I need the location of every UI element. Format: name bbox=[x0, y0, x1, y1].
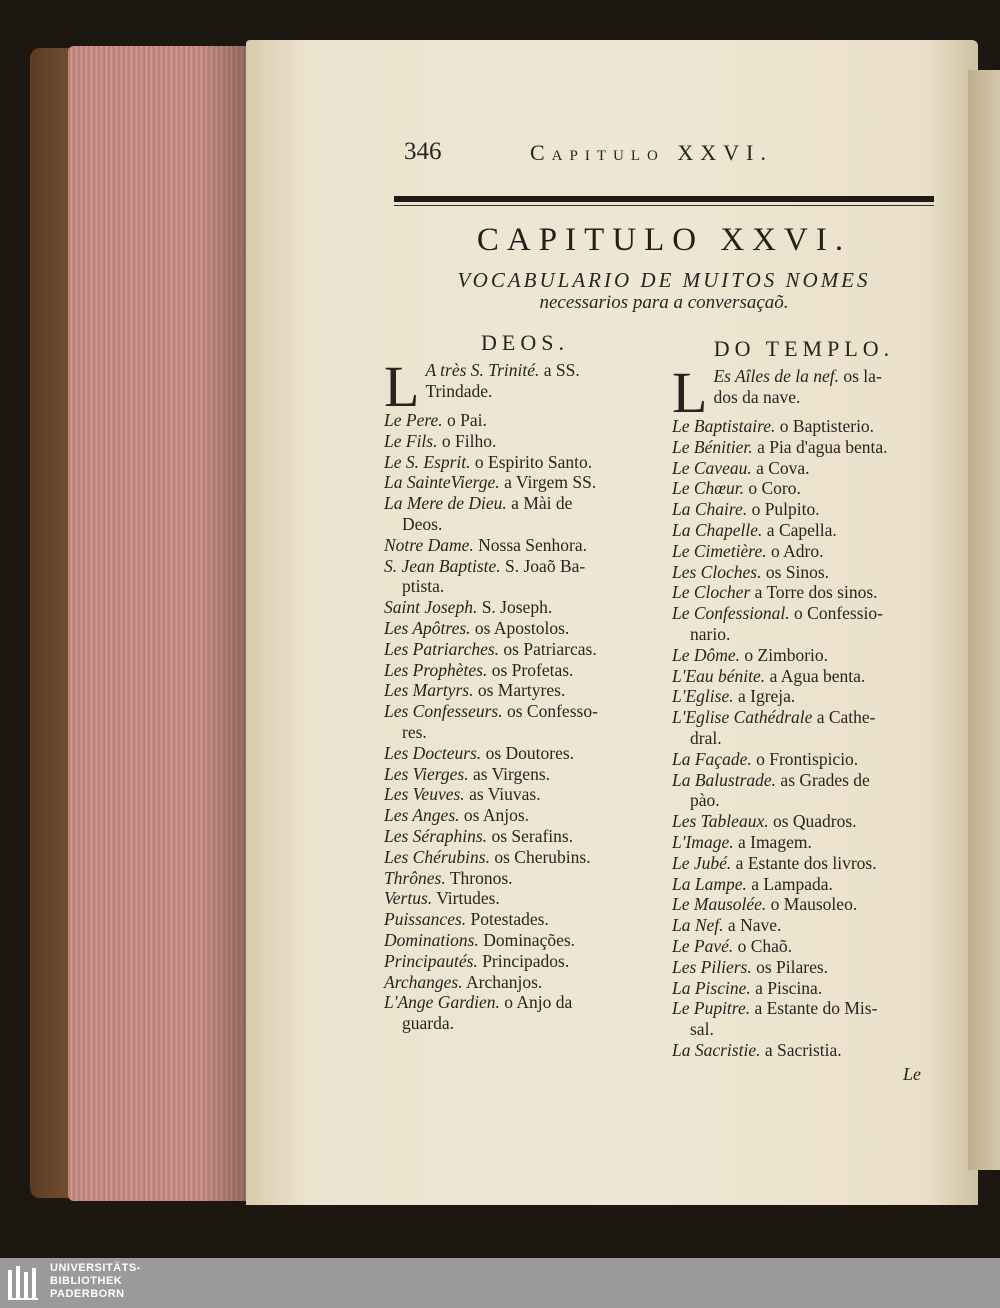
vocabulary-entry bbox=[672, 645, 936, 666]
entry-french: Le Pere. bbox=[384, 410, 443, 430]
entry-portuguese: o Anjo da bbox=[504, 992, 573, 1013]
library-name bbox=[50, 1262, 141, 1301]
entry-portuguese: Potestades. bbox=[470, 909, 549, 930]
entry-french: A très S. Trinité. bbox=[425, 360, 540, 380]
entry-french: Dominations. bbox=[384, 929, 479, 950]
entry-french: La Chapelle. bbox=[672, 519, 763, 540]
vocabulary-entry bbox=[672, 998, 936, 1040]
entry-french: Les Prophètes. bbox=[384, 659, 488, 680]
entry-continuation: ptista. bbox=[402, 576, 445, 597]
entry-french: Le Caveau. bbox=[672, 457, 752, 478]
entry-portuguese: os Martyres. bbox=[477, 680, 566, 701]
entry-continuation: sal. bbox=[690, 1019, 714, 1040]
entry-french: Le Pavé. bbox=[672, 935, 734, 956]
vocabulary-entry bbox=[672, 853, 936, 874]
entry-french: L'Eglise. bbox=[672, 686, 734, 707]
entry-portuguese: o Adro. bbox=[770, 540, 824, 561]
entry-continuation: Deos. bbox=[402, 513, 443, 534]
vocabulary-entry bbox=[384, 805, 666, 826]
page-number: 346 bbox=[404, 138, 442, 165]
library-name-line3: PADERBORN bbox=[50, 1288, 125, 1300]
entry-portuguese: os Doutores. bbox=[485, 742, 575, 763]
entry-portuguese: a Capella. bbox=[766, 519, 837, 540]
vocabulary-entry bbox=[672, 957, 936, 978]
entry-portuguese: a Piscina. bbox=[755, 977, 823, 998]
entry-portuguese: a Sacristia. bbox=[764, 1039, 842, 1060]
vocabulary-entry bbox=[384, 992, 666, 1034]
entry-french: Le Confessional. bbox=[672, 603, 790, 624]
right-column bbox=[672, 332, 936, 1061]
entry-continuation: res. bbox=[402, 721, 427, 742]
entry-continuation: dral. bbox=[690, 727, 722, 748]
vocabulary-entry bbox=[672, 458, 936, 479]
entry-portuguese: o Frontispicio. bbox=[756, 748, 859, 769]
entry-french: Puissances. bbox=[384, 909, 467, 930]
vocabulary-entry bbox=[672, 416, 936, 437]
entry-portuguese: a Agua benta. bbox=[769, 665, 866, 686]
vocabulary-entry bbox=[672, 499, 936, 520]
entry-portuguese: o Coro. bbox=[748, 478, 801, 499]
entry-portuguese: os Apostolos. bbox=[474, 617, 570, 638]
entry-portuguese: os Quadros. bbox=[772, 811, 857, 832]
entry-french: Les Piliers. bbox=[672, 956, 752, 977]
entry-continuation: guarda. bbox=[402, 1013, 454, 1034]
vocabulary-entry bbox=[384, 493, 666, 535]
entry-portuguese: as Virgens. bbox=[472, 763, 551, 784]
entry-french: Le Baptistaire. bbox=[672, 416, 776, 436]
entry-portuguese: o Confessio- bbox=[794, 603, 883, 624]
entry-french: Le S. Esprit. bbox=[384, 451, 471, 472]
vocabulary-entry bbox=[384, 535, 666, 556]
entry-french: L'Image. bbox=[672, 831, 734, 852]
entry-portuguese: o Zimborio. bbox=[744, 644, 829, 665]
entry-portuguese: os Profetas. bbox=[491, 659, 574, 680]
entry-french: La Nef. bbox=[672, 915, 724, 936]
entry-portuguese: a Mài de bbox=[511, 493, 573, 514]
header-rule-thin bbox=[394, 205, 934, 206]
entry-french: Saint Joseph. bbox=[384, 597, 478, 618]
vocabulary-entry bbox=[672, 478, 936, 499]
vocabulary-entry bbox=[384, 764, 666, 785]
entry-portuguese: Principados. bbox=[482, 950, 570, 971]
entry-portuguese: os Cherubins. bbox=[494, 846, 591, 867]
vocabulary-entry bbox=[384, 472, 666, 493]
entry-french: Les Confesseurs. bbox=[384, 701, 503, 722]
vocabulary-entry bbox=[384, 597, 666, 618]
vocabulary-entry bbox=[672, 707, 936, 749]
vocabulary-entry bbox=[384, 452, 666, 473]
entry-french: Principautés. bbox=[384, 950, 478, 971]
entry-portuguese: o Chaõ. bbox=[737, 935, 793, 956]
running-head bbox=[404, 138, 824, 172]
entry-portuguese: o Mausoleo. bbox=[770, 894, 858, 915]
entry-portuguese: a Virgem SS. bbox=[504, 472, 597, 493]
vocabulary-entry bbox=[672, 811, 936, 832]
entry-portuguese: os Sinos. bbox=[765, 561, 830, 582]
chapter-subtitle-line2: necessarios para a conversaçaõ. bbox=[539, 292, 789, 313]
entry-portuguese: os Pilares. bbox=[756, 956, 829, 977]
entry-french: S. Jean Baptiste. bbox=[384, 555, 501, 576]
vocabulary-entry bbox=[384, 639, 666, 660]
vocabulary-entry bbox=[672, 770, 936, 812]
section-heading-templo: DO TEMPLO. bbox=[713, 336, 895, 361]
entry-portuguese: a Igreja. bbox=[737, 686, 796, 707]
vocabulary-entry bbox=[672, 437, 936, 458]
library-name-line1: UNIVERSITÄTS- bbox=[50, 1262, 141, 1274]
entry-french: La Lampe. bbox=[672, 873, 747, 894]
entry-continuation: Trindade. bbox=[425, 380, 493, 401]
entry-portuguese: a Cova. bbox=[756, 457, 810, 478]
entry-french: Notre Dame. bbox=[384, 534, 474, 555]
entry-french: Le Jubé. bbox=[672, 852, 732, 873]
first-entry bbox=[384, 354, 666, 419]
entry-french: Le Chœur. bbox=[672, 478, 744, 499]
entry-portuguese: a Cathe- bbox=[816, 707, 876, 728]
entry-french: La Sacristie. bbox=[672, 1039, 761, 1060]
vocabulary-entry bbox=[384, 951, 666, 972]
vocabulary-entry bbox=[384, 868, 666, 889]
vocabulary-entry bbox=[384, 888, 666, 909]
entry-french: Le Fils. bbox=[384, 430, 438, 451]
vocabulary-entry bbox=[384, 743, 666, 764]
vocabulary-entry bbox=[384, 618, 666, 639]
header-rule bbox=[394, 196, 934, 202]
vocabulary-entry bbox=[672, 749, 936, 770]
entry-portuguese: o Pai. bbox=[447, 410, 487, 430]
entry-portuguese: a Torre dos sinos. bbox=[754, 582, 878, 603]
vocabulary-entry bbox=[672, 562, 936, 583]
entry-continuation: dos da nave. bbox=[713, 386, 801, 407]
entry-french: Le Bénitier. bbox=[672, 436, 753, 457]
section-heading-deos: DEOS. bbox=[481, 330, 569, 355]
entry-french: La Mere de Dieu. bbox=[384, 493, 507, 514]
vocabulary-entry bbox=[384, 556, 666, 598]
vocabulary-entry bbox=[384, 909, 666, 930]
entry-french: La Chaire. bbox=[672, 499, 748, 520]
entry-portuguese: a Nave. bbox=[727, 915, 782, 936]
vocabulary-entry bbox=[672, 582, 936, 603]
vocabulary-entry bbox=[672, 541, 936, 562]
vocabulary-entry bbox=[672, 666, 936, 687]
entry-french: Es Aîles de la nef. bbox=[713, 366, 839, 386]
entry-french: La Piscine. bbox=[672, 977, 751, 998]
chapter-subtitle: VOCABULARIO DE MUITOS NOMES bbox=[457, 268, 871, 292]
vocabulary-entry bbox=[672, 936, 936, 957]
vocabulary-entry bbox=[672, 603, 936, 645]
entry-french: Les Anges. bbox=[384, 805, 460, 826]
vocabulary-entry bbox=[672, 874, 936, 895]
entry-portuguese: os Serafins. bbox=[491, 825, 574, 846]
left-column bbox=[384, 326, 666, 1034]
entry-french: Les Veuves. bbox=[384, 784, 465, 805]
entry-portuguese: Virtudes. bbox=[436, 888, 500, 909]
entry-french: Vertus. bbox=[384, 888, 433, 909]
vocabulary-entry bbox=[672, 686, 936, 707]
entry-portuguese: a Imagem. bbox=[737, 831, 812, 852]
vocabulary-entry bbox=[384, 972, 666, 993]
right-entry-list bbox=[672, 360, 936, 1061]
entry-portuguese: Dominações. bbox=[483, 929, 576, 950]
entry-portuguese: Thronos. bbox=[449, 867, 513, 888]
library-footer bbox=[0, 1258, 1000, 1308]
vocabulary-entry bbox=[672, 894, 936, 915]
entry-portuguese: os Patriarcas. bbox=[503, 638, 597, 659]
entry-portuguese: a Lampada. bbox=[751, 873, 833, 894]
vocabulary-entry bbox=[672, 1040, 936, 1061]
entry-french: La Façade. bbox=[672, 748, 752, 769]
entry-portuguese: o Pulpito. bbox=[751, 499, 820, 520]
entry-portuguese: os Confesso- bbox=[507, 701, 598, 722]
entry-french: L'Eau bénite. bbox=[672, 665, 766, 686]
entry-french: L'Eglise Cathédrale bbox=[672, 707, 813, 728]
entry-french: Le Cimetière. bbox=[672, 540, 767, 561]
entry-french: Les Cloches. bbox=[672, 561, 762, 582]
entry-french: Le Dôme. bbox=[672, 644, 741, 665]
chapter-title: CAPITULO XXVI. bbox=[476, 222, 852, 258]
entry-portuguese: os la- bbox=[843, 366, 882, 386]
entry-french: Les Apôtres. bbox=[384, 617, 471, 638]
entry-continuation: pào. bbox=[690, 790, 720, 811]
library-logo-icon bbox=[6, 1264, 44, 1302]
entry-portuguese: o Filho. bbox=[441, 430, 497, 451]
library-name-line2: BIBLIOTHEK bbox=[50, 1275, 123, 1287]
vocabulary-entry bbox=[672, 520, 936, 541]
entry-portuguese: a Estante do Mis- bbox=[754, 998, 878, 1019]
entry-portuguese: Nossa Senhora. bbox=[478, 534, 588, 555]
entry-french: Le Pupitre. bbox=[672, 998, 751, 1019]
running-title: Capitulo XXVI. bbox=[530, 140, 773, 165]
entry-portuguese: a Estante dos livros. bbox=[735, 852, 877, 873]
vocabulary-entry bbox=[672, 915, 936, 936]
entry-french: Thrônes. bbox=[384, 867, 446, 888]
vocabulary-entry bbox=[384, 660, 666, 681]
entry-portuguese: S. Joseph. bbox=[481, 597, 553, 618]
first-entry bbox=[672, 360, 936, 425]
vocabulary-entry bbox=[672, 832, 936, 853]
entry-portuguese: Archanjos. bbox=[466, 971, 543, 992]
entry-portuguese: as Grades de bbox=[780, 769, 870, 790]
vocabulary-entry bbox=[384, 826, 666, 847]
entry-portuguese: o Baptisterio. bbox=[779, 416, 875, 436]
entry-portuguese: as Viuvas. bbox=[469, 784, 541, 805]
left-entry-list bbox=[384, 354, 666, 1034]
vocabulary-entry bbox=[384, 680, 666, 701]
entry-french: Les Docteurs. bbox=[384, 742, 482, 763]
entry-portuguese: a Pia d'agua benta. bbox=[757, 436, 888, 457]
entry-french: L'Ange Gardien. bbox=[384, 992, 500, 1013]
vocabulary-entry bbox=[384, 410, 666, 431]
entry-french: Les Patriarches. bbox=[384, 638, 500, 659]
vocabulary-entry bbox=[384, 930, 666, 951]
vocabulary-entry bbox=[384, 431, 666, 452]
vocabulary-entry bbox=[384, 784, 666, 805]
entry-french: La SainteVierge. bbox=[384, 472, 500, 493]
entry-french: Les Martyrs. bbox=[384, 680, 474, 701]
entry-french: Les Chérubins. bbox=[384, 846, 490, 867]
entry-french: La Balustrade. bbox=[672, 769, 777, 790]
vocabulary-entry bbox=[672, 978, 936, 999]
drop-cap: L bbox=[672, 360, 708, 425]
facing-page-edge bbox=[968, 70, 1000, 1170]
entry-portuguese: o Espirito Santo. bbox=[474, 451, 593, 472]
entry-french: Les Séraphins. bbox=[384, 825, 488, 846]
entry-portuguese: S. Joaõ Ba- bbox=[505, 555, 586, 576]
vocabulary-entry bbox=[384, 701, 666, 743]
entry-french: Les Tableaux. bbox=[672, 811, 769, 832]
entry-continuation: nario. bbox=[690, 623, 731, 644]
catchword: Le bbox=[903, 1064, 921, 1084]
drop-cap: L bbox=[384, 354, 420, 419]
entry-portuguese: a SS. bbox=[543, 360, 580, 380]
entry-french: Les Vierges. bbox=[384, 763, 469, 784]
entry-french: Le Mausolée. bbox=[672, 894, 767, 915]
entry-portuguese: os Anjos. bbox=[463, 805, 530, 826]
entry-french: Le Clocher bbox=[672, 582, 751, 603]
entry-french: Archanges. bbox=[384, 971, 463, 992]
vocabulary-entry bbox=[384, 847, 666, 868]
